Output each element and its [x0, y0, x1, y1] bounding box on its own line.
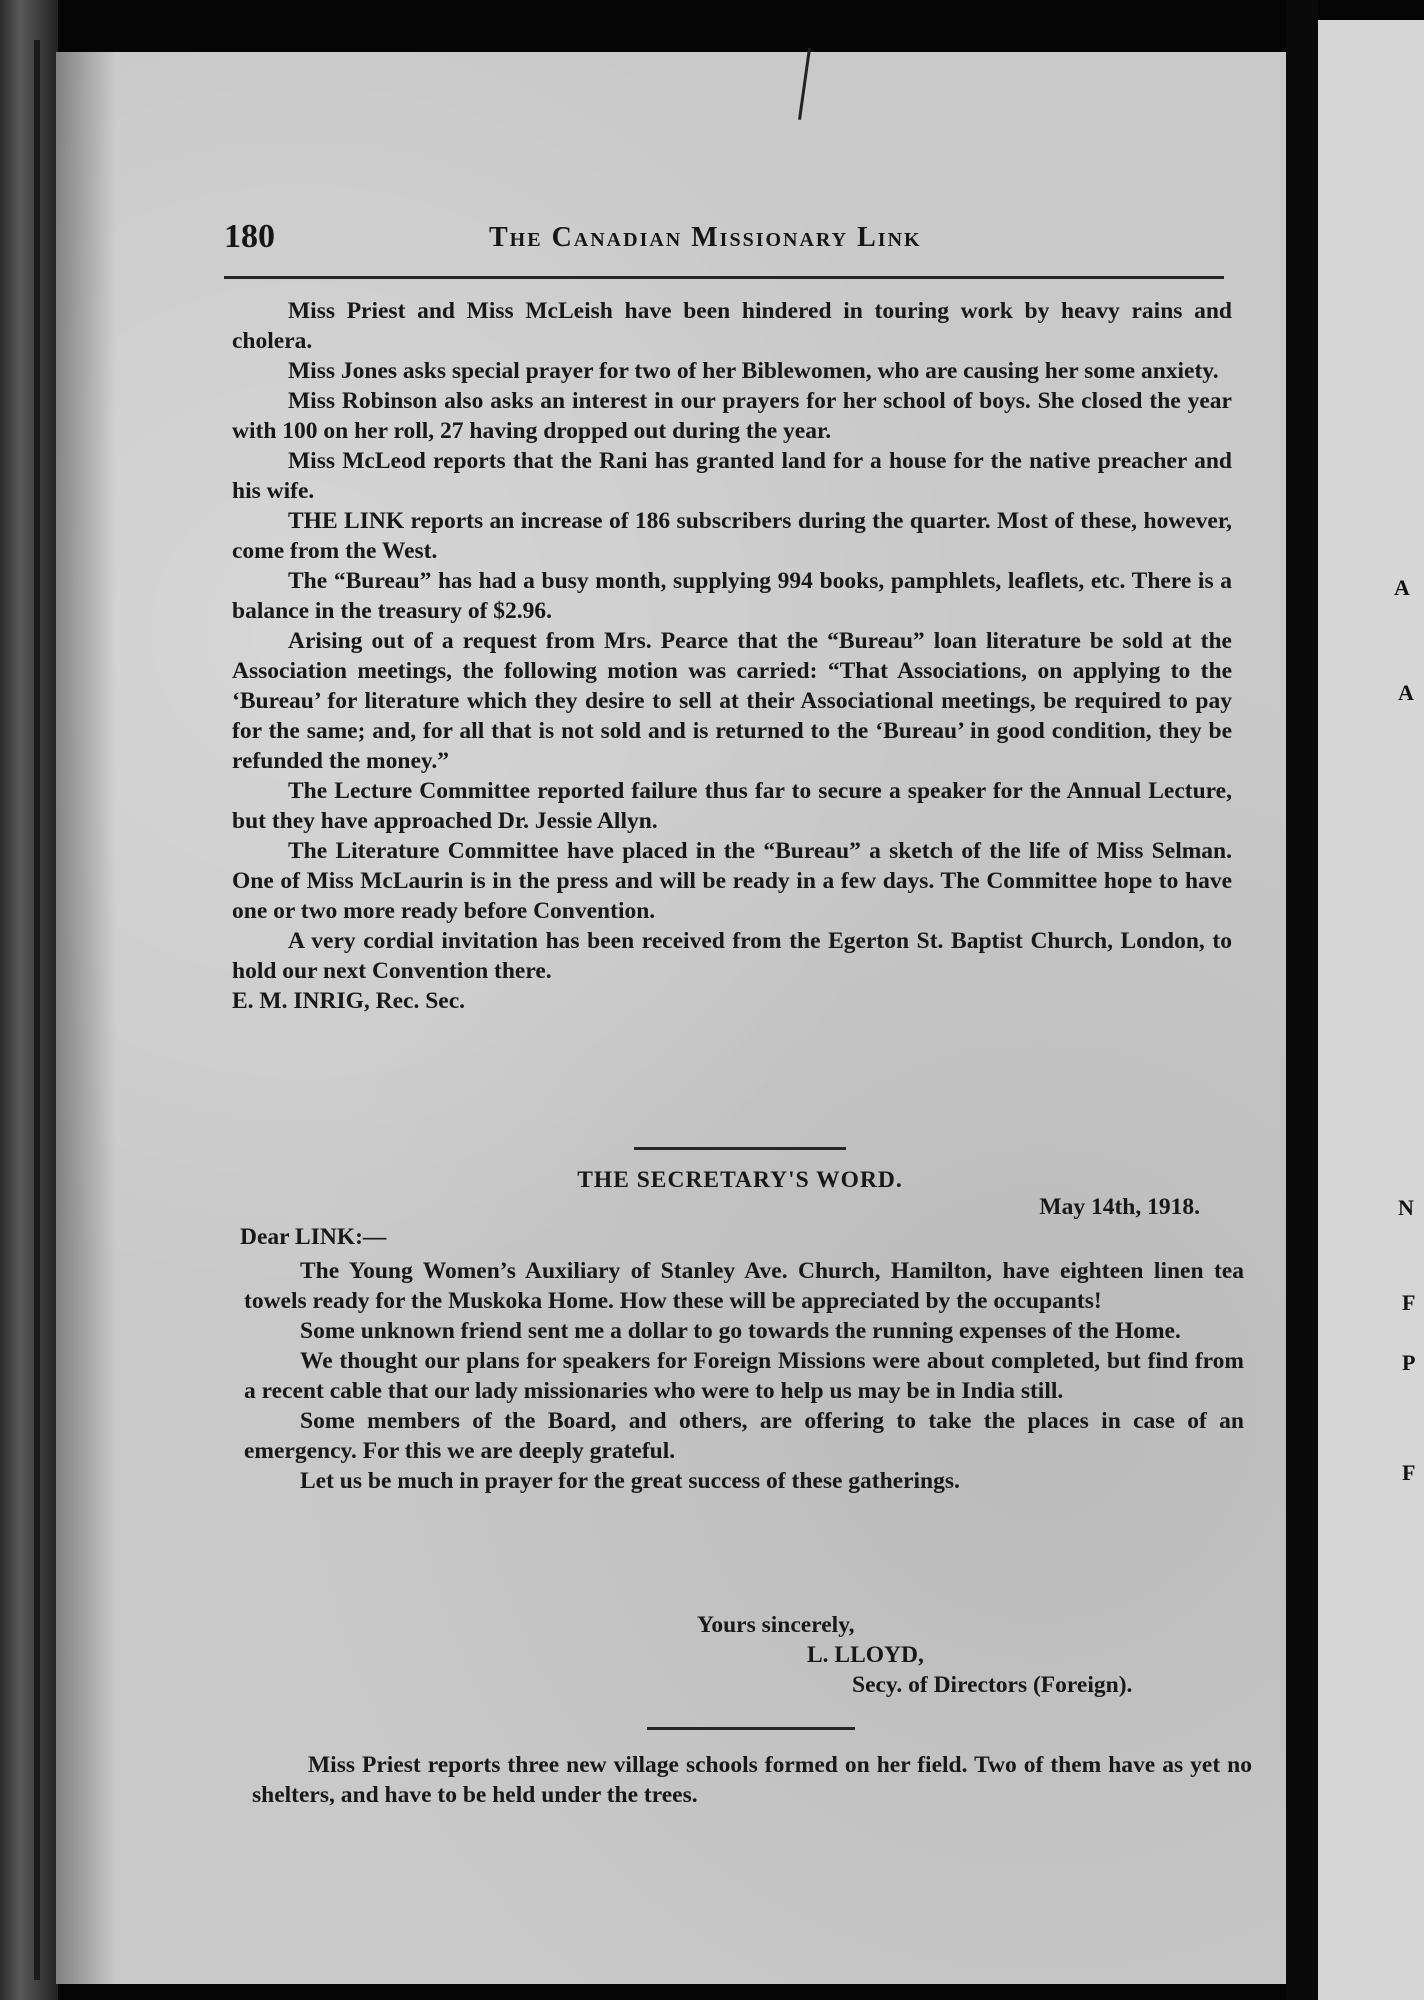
report-paragraph: The Literature Committee have placed in the “Bureau” a sketch of the life of Miss Selman. One of Miss McLaurin is in the press and will be ready in a few days. The Committee hope to have one or two more ready before Convention.: [232, 838, 1232, 924]
gutter-shadow: [56, 52, 116, 1984]
letter-title: THE SECRETARY'S WORD.: [577, 1167, 903, 1193]
report-paragraph: The “Bureau” has had a busy month, supplying 994 books, pamphlets, leaflets, etc. There is a balance in the treasury of $2.96.: [232, 568, 1232, 624]
header-rule: [224, 276, 1224, 279]
letter-signer: L. LLOYD,: [807, 1642, 924, 1668]
letter-signer-title: Secy. of Directors (Foreign).: [852, 1672, 1133, 1698]
adjacent-page: [1318, 20, 1424, 2000]
adjacent-page-fragment: P: [1402, 1350, 1416, 1375]
closing-paragraph: Miss Priest reports three new village schools formed on her field. Two of them have as yet no shelters, and have to be held under the trees.: [252, 1752, 1252, 1808]
closing-note: [252, 1750, 1252, 1810]
adjacent-page-fragment: A: [1398, 680, 1414, 705]
letter-paragraph: The Young Women’s Auxiliary of Stanley Ave. Church, Hamilton, have eighteen linen tea towels ready for the Muskoka Home. How these will be appreciated by the occupants!: [244, 1258, 1244, 1314]
letter-paragraph: Some unknown friend sent me a dollar to go towards the running expenses of the Home.: [300, 1318, 1181, 1344]
adjacent-page-fragment: N: [1398, 1195, 1414, 1220]
letter-date: May 14th, 1918.: [1039, 1194, 1200, 1220]
report-paragraph: Miss Robinson also asks an interest in our prayers for her school of boys. She closed the year with 100 on her roll, 27 having dropped out during the year.: [232, 388, 1232, 444]
running-title: The Canadian Missionary Link: [489, 222, 922, 253]
page-number: 180: [224, 218, 275, 255]
report-signature: E. M. INRIG, Rec. Sec.: [232, 988, 466, 1014]
letter-salutation: Dear LINK:—: [240, 1224, 387, 1250]
book-spine: [0, 0, 58, 2000]
report-paragraph: Arising out of a request from Mrs. Pearce that the “Bureau” loan literature be sold at the Association meetings, the following motion was carried: “That Associations, on applying to the ‘Bureau’ for literature which they desire to sell at their Associational meetings, be required to pay for the same; and, for all that is not sold and is returned to the ‘Bureau’ in good condition, they be refunded the money.”: [232, 628, 1232, 774]
page-gap: [1286, 0, 1318, 2000]
adjacent-page-fragment: F: [1402, 1290, 1416, 1315]
spine-edge: [34, 40, 40, 1980]
report-paragraph: Miss Jones asks special prayer for two of her Biblewomen, who are causing her some anxiety.: [288, 358, 1219, 384]
report-paragraph: Miss Priest and Miss McLeish have been hindered in touring work by heavy rains and cholera.: [232, 298, 1232, 354]
letter-paragraph: Let us be much in prayer for the great success of these gatherings.: [300, 1468, 960, 1494]
report-paragraph: A very cordial invitation has been received from the Egerton St. Baptist Church, London, to hold our next Convention there.: [232, 928, 1232, 984]
section-divider: [647, 1727, 855, 1730]
section-divider: [634, 1147, 846, 1150]
letter-paragraph: We thought our plans for speakers for Foreign Missions were about completed, but find from a recent cable that our lady missionaries who were to help us may be in India still.: [244, 1348, 1244, 1404]
board-report: [232, 296, 1232, 1016]
adjacent-page-fragment: F: [1402, 1460, 1416, 1485]
report-paragraph: Miss McLeod reports that the Rani has granted land for a house for the native preacher and his wife.: [232, 448, 1232, 504]
page-header: [224, 218, 1224, 262]
letter-closing: Yours sincerely,: [697, 1612, 855, 1638]
report-paragraph: THE LINK reports an increase of 186 subscribers during the quarter. Most of these, however, come from the West.: [232, 508, 1232, 564]
letter-body: [244, 1256, 1244, 1496]
report-paragraph: The Lecture Committee reported failure thus far to secure a speaker for the Annual Lecture, but they have approached Dr. Jessie Allyn.: [232, 778, 1232, 834]
letter-paragraph: Some members of the Board, and others, are offering to take the places in case of an emergency. For this we are deeply grateful.: [244, 1408, 1244, 1464]
adjacent-page-fragment: A: [1394, 575, 1410, 600]
